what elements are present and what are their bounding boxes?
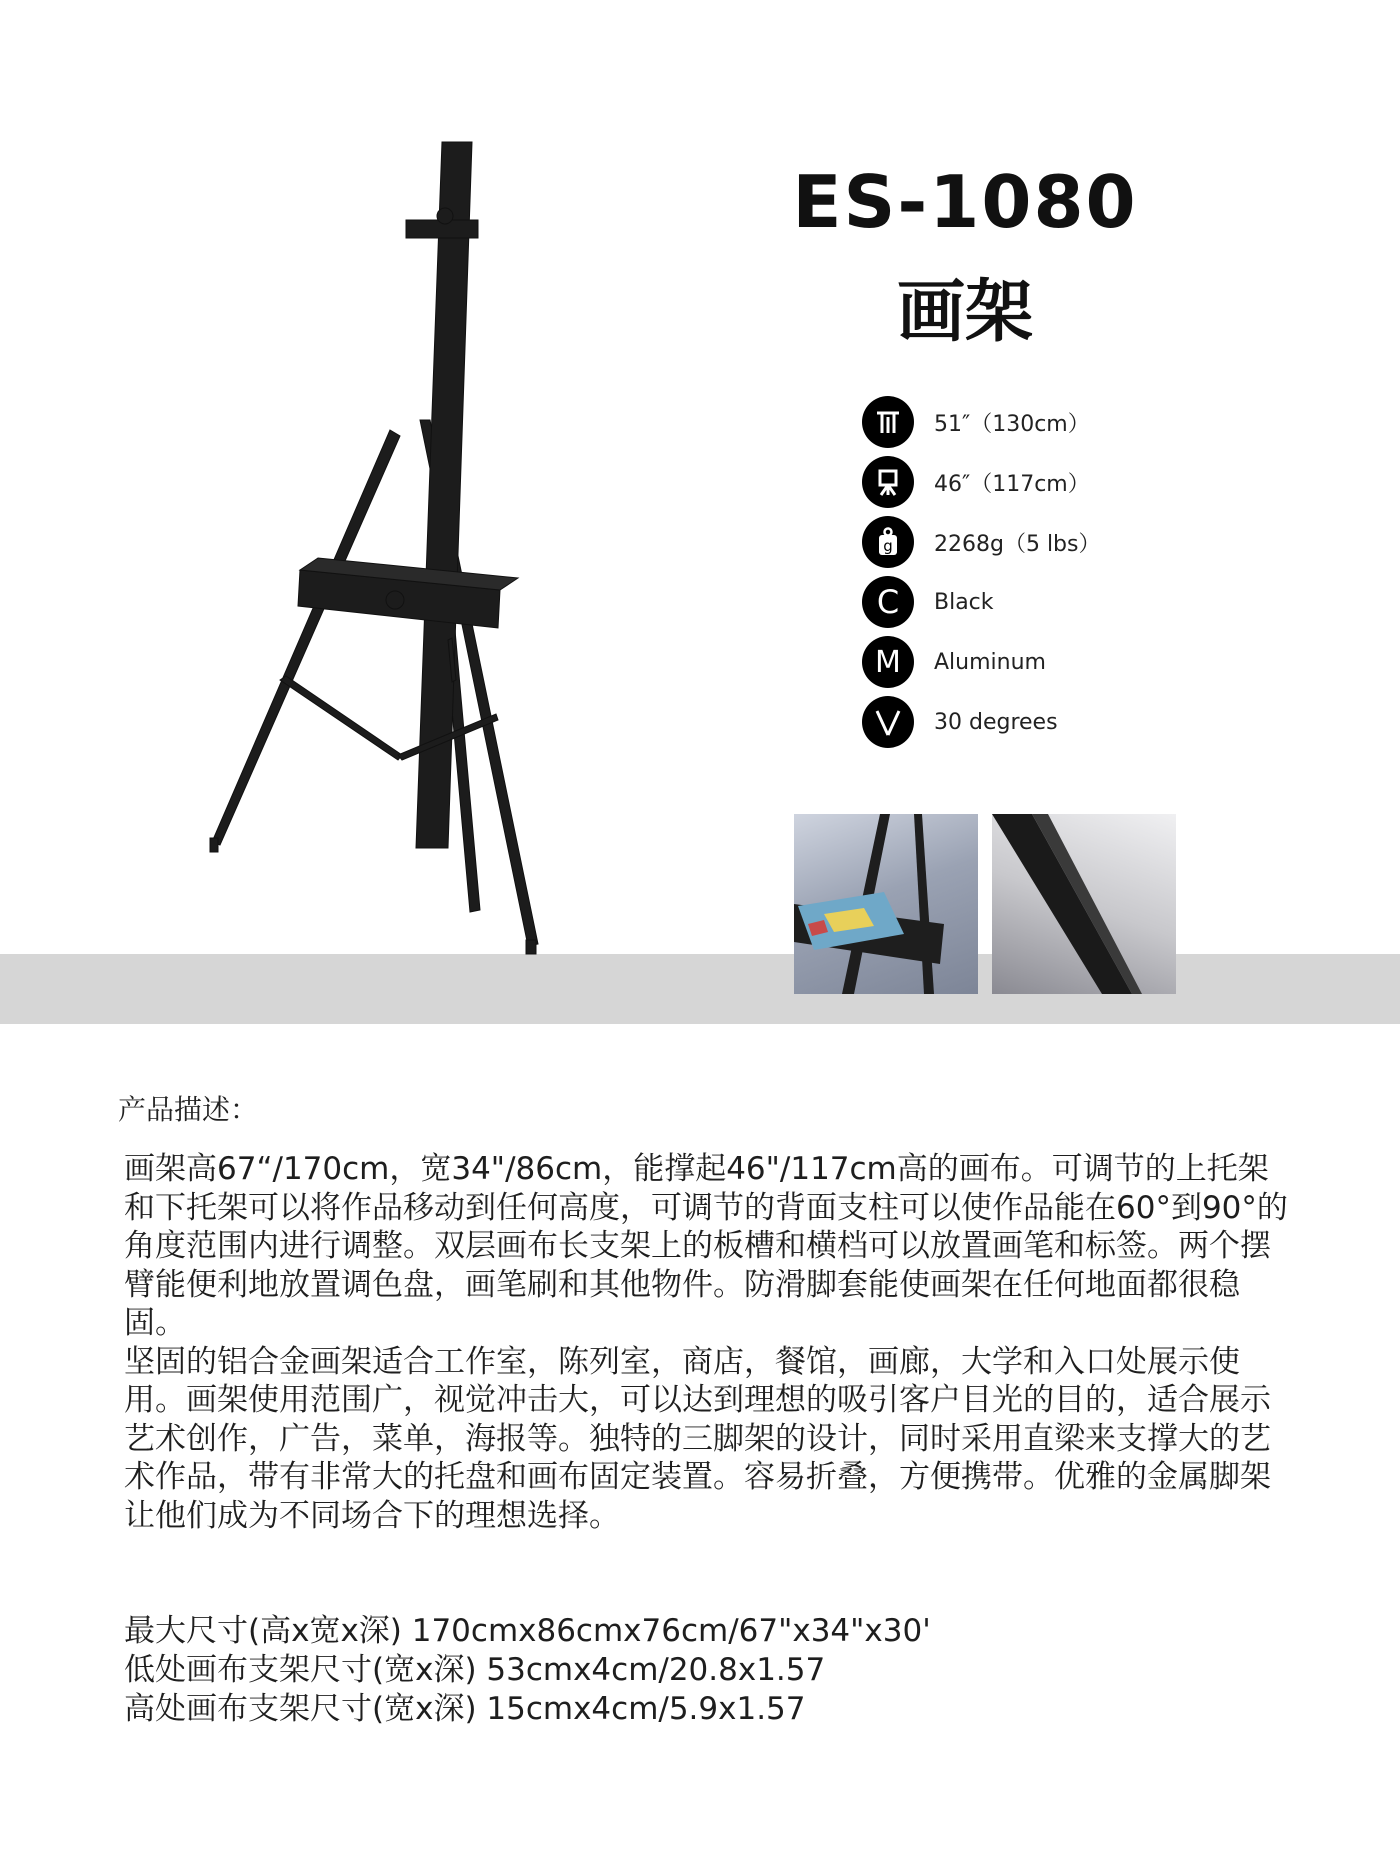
detail-photo-mast xyxy=(992,814,1176,994)
dimensions-list xyxy=(124,1612,1294,1729)
dimension-max: 最大尺寸(高x宽x深) 170cmx86cmx76cm/67"x34"x30' xyxy=(124,1613,931,1649)
weight-icon xyxy=(862,516,914,568)
spec-weight-value: 2268g（5 lbs） xyxy=(934,531,1101,557)
spec-row-color xyxy=(862,572,1100,632)
spec-row-angle xyxy=(862,692,1100,752)
gray-band xyxy=(0,954,1400,1024)
color-icon xyxy=(862,576,914,628)
material-icon-glyph: M xyxy=(875,644,901,680)
easel-product-image xyxy=(180,120,600,960)
detail-photo-tray xyxy=(794,814,978,994)
product-name: 画架 xyxy=(896,273,1033,352)
spec-angle-value: 30 degrees xyxy=(934,709,1058,735)
spec-row-canvas-height xyxy=(862,452,1100,512)
spec-color-value: Black xyxy=(934,589,994,615)
spec-row-weight xyxy=(862,512,1100,572)
spec-list xyxy=(862,392,1100,752)
description-body xyxy=(124,1150,1294,1535)
description-paragraph: 坚固的铝合金画架适合工作室，陈列室，商店，餐馆，画廊，大学和入口处展示使用。画架使用范围广，视觉冲击大，可以达到理想的吸引客户目光的目的，适合展示艺术创作，广告，菜单，海报等。独特的三脚架的设计，同时采用直梁来支撑大的艺术作品，带有非常大的托盘和画布固定装置。容易折叠，方便携带。优雅的金属脚架让他们成为不同场合下的理想选择。 xyxy=(124,1343,1271,1534)
product-model: ES-1080 xyxy=(792,160,1138,244)
description-paragraph: 画架高67“/170cm，宽34"/86cm，能撑起46"/117cm高的画布。可调节的上托架和下托架可以将作品移动到任何高度，可调节的背面支柱可以使作品能在60°到90°的角度范围内进行调整。双层画布长支架上的板槽和横档可以放置画笔和标签。两个摆臂能便利地放置调色盘，画笔刷和其他物件。防滑脚套能使画架在任何地面都很稳固。 xyxy=(124,1151,1288,1341)
spec-row-height xyxy=(862,392,1100,452)
spec-row-material xyxy=(862,632,1100,692)
dimension-lower-holder: 低处画布支架尺寸(宽x深) 53cmx4cm/20.8x1.57 xyxy=(124,1652,826,1688)
description-heading: 产品描述： xyxy=(118,1093,259,1126)
spec-height-value: 51″（130cm） xyxy=(934,411,1090,437)
canvas-height-icon xyxy=(862,456,914,508)
angle-icon xyxy=(862,696,914,748)
weight-icon-glyph: g xyxy=(883,537,893,555)
color-icon-glyph: C xyxy=(876,583,900,621)
spec-material-value: Aluminum xyxy=(934,649,1046,675)
material-icon xyxy=(862,636,914,688)
dimension-upper-holder: 高处画布支架尺寸(宽x深) 15cmx4cm/5.9x1.57 xyxy=(124,1691,806,1727)
spec-canvas-height-value: 46″（117cm） xyxy=(934,471,1090,497)
height-icon xyxy=(862,396,914,448)
